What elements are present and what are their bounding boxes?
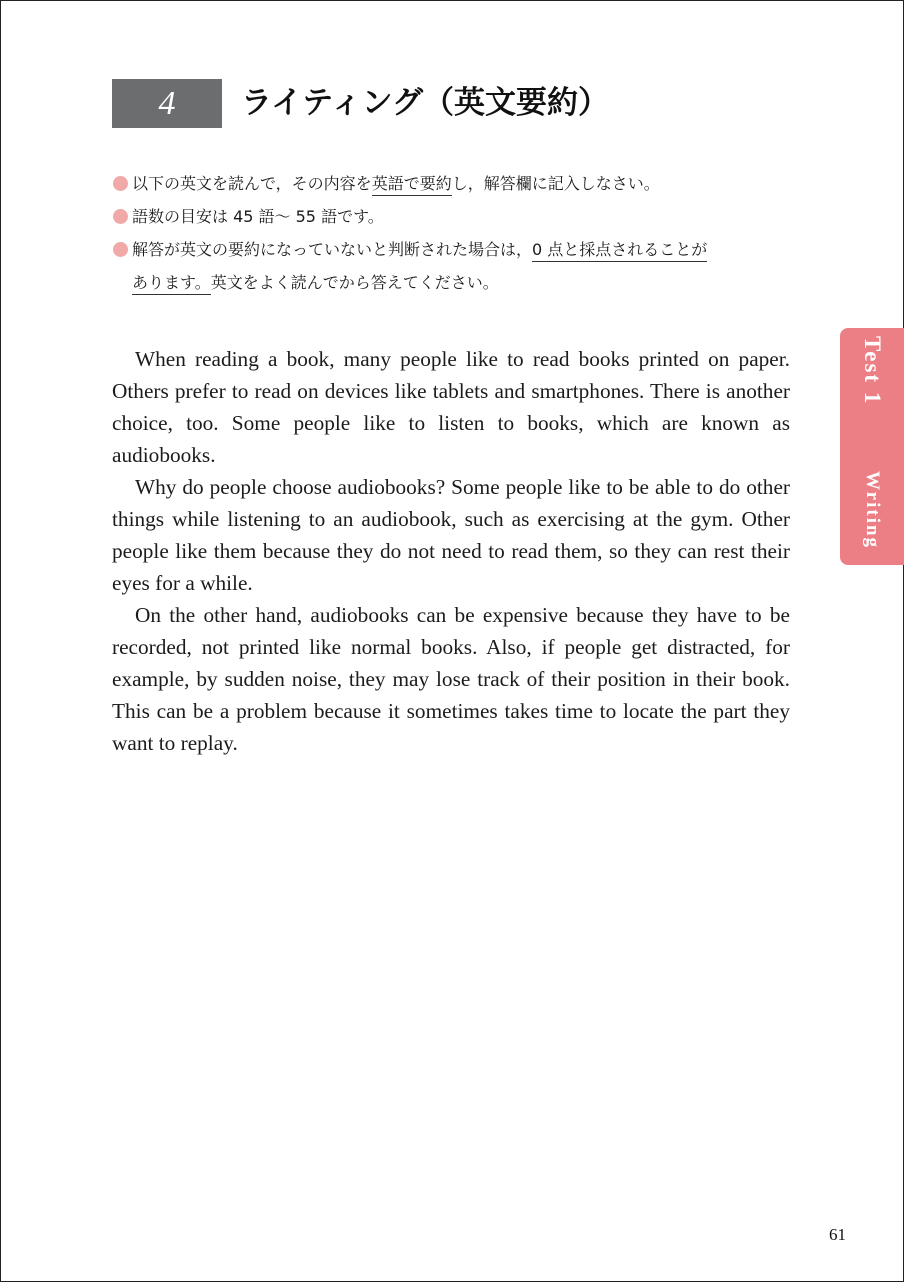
side-tab-section-label: Writing [862,471,883,550]
section-title: ライティング（英文要約） [241,85,609,121]
passage-paragraph-3: On the other hand, audiobooks can be expensive because they have to be recorded, not printed like normal books. Also, if people get distracted, for example, by sudden noise, they may lose track of their position in their book. This can be a problem because it sometimes takes time to locate the part they want to replay. [112,603,790,755]
pink-bullet-icon [113,176,128,191]
page-number: 61 [829,1225,846,1244]
pink-bullet-icon [113,209,128,224]
side-tab-test-label: Test 1 [860,336,885,406]
instruction-3-continued [113,266,813,299]
pink-bullet-icon [113,242,128,257]
instruction-3 [113,233,813,266]
instructions [113,167,813,299]
instruction-3-underlined: 0 点と採点されることが [532,240,707,262]
instruction-1-text-a: 以下の英文を読んで，その内容を [132,174,372,193]
instruction-1 [113,167,813,200]
instruction-4-text-b: 英文をよく読んでから答えてください。 [210,273,499,292]
reading-passage [112,343,790,759]
instruction-3-text-a: 解答が英文の要約になっていないと判断された場合は， [132,240,533,259]
passage-paragraph-1: When reading a book, many people like to read books printed on paper. Others prefer to read on devices like tablets and smartphones. There is another choice, too. Some people like to listen to books, which are known as audiobooks. [112,347,790,467]
instruction-4-underlined: あります。 [132,273,211,295]
section-number-box [112,79,222,128]
instruction-2-text: 語数の目安は 45 語～ 55 語です。 [132,207,384,226]
instruction-1-text-c: し，解答欄に記入しなさい。 [451,174,660,193]
side-tab [840,328,904,565]
instruction-2 [113,200,813,233]
section-number: 4 [158,85,176,122]
instruction-1-underlined: 英語で要約 [372,174,452,196]
passage-paragraph-2: Why do people choose audiobooks? Some people like to be able to do other things while listening to an audiobook, such as exercising at the gym. Other people like them because they do not need to read them, so they can rest their eyes for a while. [112,475,790,595]
